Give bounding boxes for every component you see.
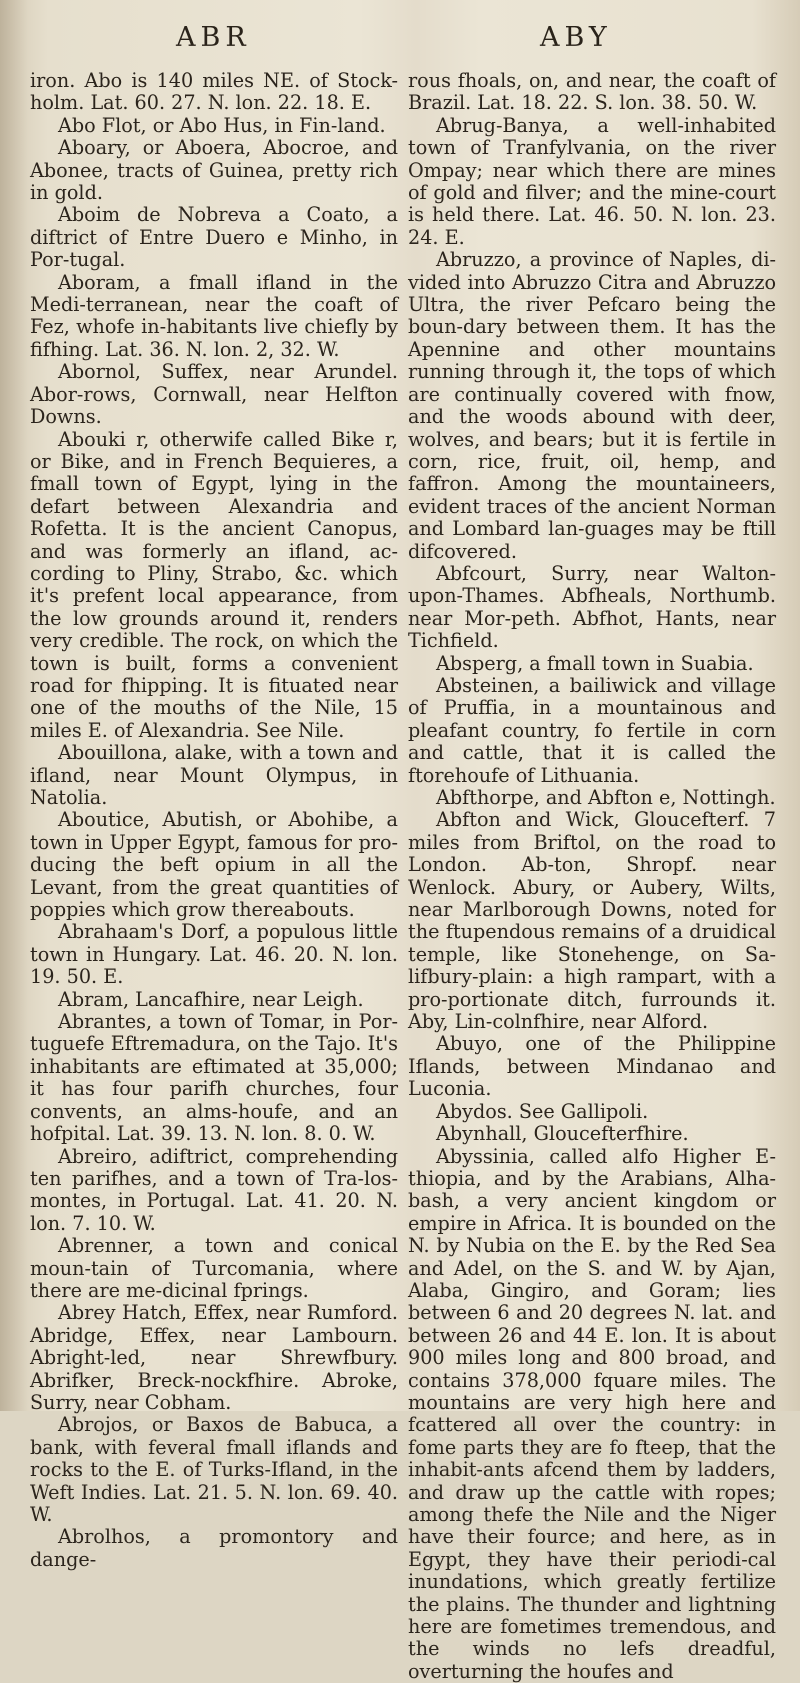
entry: Aboutice, Abutish, or Abohibe, a town in Upper Egypt, famous for pro-ducing the beft opium in all the Levant, from the great quantities of poppies which grow thereabouts. xyxy=(30,809,398,921)
entry: Abynhall, Gloucefterfhire. xyxy=(408,1123,776,1145)
entry: Abrenner, a town and conical moun-tain of Turcomania, where there are me-dicinal fprings. xyxy=(30,1235,398,1302)
entry: Abfcourt, Surry, near Walton-upon-Thames. Abfheals, Northumb. near Mor-peth. Abfhot, Hants, near Tichfield. xyxy=(408,563,776,653)
entry: Aboim de Nobreva a Coato, a diftrict of Entre Duero e Minho, in Por-tugal. xyxy=(30,204,398,271)
entry: Absteinen, a bailiwick and village of Pruffia, in a mountainous and pleafant country, fo fertile in corn and cattle, that it is called the ftorehoufe of Lithuania. xyxy=(408,675,776,787)
right-column xyxy=(408,70,776,1683)
entry: Abreiro, adiftrict, comprehending ten parifhes, and a town of Tra-los-montes, in Portugal. Lat. 41. 20. N. lon. 7. 10. W. xyxy=(30,1146,398,1236)
page-edge-shadow xyxy=(0,0,28,1411)
entry: Abruzzo, a province of Naples, di-vided into Abruzzo Citra and Abruzzo Ultra, the river Pefcaro being the boun-dary between them. It has the Apennine and other mountains running through it, the tops of which are continually covered with fnow, and the woods abound with deer, wolves, and bears; but it is fertile in corn, rice, fruit, oil, hemp, and faffron. Among the mountaineers, evident traces of the ancient Norman and Lombard lan-guages may be ftill difcovered. xyxy=(408,249,776,563)
entry: Abfthorpe, and Abfton e, Nottingh. xyxy=(408,787,776,809)
running-header-left: ABR xyxy=(176,22,251,53)
entry: iron. Abo is 140 miles NE. of Stock-holm. Lat. 60. 27. N. lon. 22. 18. E. xyxy=(30,70,398,115)
entry: Abrahaam's Dorf, a populous little town in Hungary. Lat. 46. 20. N. lon. 19. 50. E. xyxy=(30,921,398,988)
entry: Abornol, Suffex, near Arundel. Abor-rows, Cornwall, near Helfton Downs. xyxy=(30,361,398,428)
entry: Abrantes, a town of Tomar, in Por-tuguefe Eftremadura, on the Tajo. It's inhabitants are eftimated at 35,000; it has four parifh churches, four convents, an alms-houfe, and an hofpital. Lat. 39. 13. N. lon. 8. 0. W. xyxy=(30,1011,398,1145)
entry: Abrojos, or Baxos de Babuca, a bank, with feveral fmall iflands and rocks to the E. of Turks-Ifland, in the Weft Indies. Lat. 21. 5. N. lon. 69. 40. W. xyxy=(30,1414,398,1526)
entry: Abfton and Wick, Gloucefterf. 7 miles from Briftol, on the road to London. Ab-ton, Shropf. near Wenlock. Abury, or Aubery, Wilts, near Marlborough Downs, noted for the ftupendous remains of a druidical temple, like Stonehenge, on Sa-lifbury-plain: a high rampart, with a pro-portionate ditch, furrounds it. Aby, Lin-colnfhire, near Alford. xyxy=(408,809,776,1033)
entry: Abouillona, alake, with a town and ifland, near Mount Olympus, in Natolia. xyxy=(30,742,398,809)
entry: Aboram, a fmall ifland in the Medi-terranean, near the coaft of Fez, whofe in-habitants live chiefly by fifhing. Lat. 36. N. lon. 2, 32. W. xyxy=(30,272,398,362)
entry: Absperg, a fmall town in Suabia. xyxy=(408,653,776,675)
entry: Abrolhos, a promontory and dange- xyxy=(30,1526,398,1571)
running-header-right: ABY xyxy=(540,22,612,53)
entry: Abuyo, one of the Philippine Iflands, between Mindanao and Luconia. xyxy=(408,1033,776,1100)
entry: Abo Flot, or Abo Hus, in Fin-land. xyxy=(30,115,398,137)
entry: Abydos. See Gallipoli. xyxy=(408,1101,776,1123)
entry: rous fhoals, on, and near, the coaft of Brazil. Lat. 18. 22. S. lon. 38. 50. W. xyxy=(408,70,776,115)
entry: Abram, Lancafhire, near Leigh. xyxy=(30,989,398,1011)
entry: Abouki r, otherwife called Bike r, or Bike, and in French Bequieres, a fmall town of Egypt, lying in the defart between Alexandria and Rofetta. It is the ancient Canopus, and was formerly an ifland, ac-cording to Pliny, Strabo, &c. which it's prefent local appearance, from the low grounds around it, renders very credible. The rock, on which the town is built, forms a convenient road for fhipping. It is fituated near one of the mouths of the Nile, 15 miles E. of Alexandria. See Nile. xyxy=(30,429,398,743)
entry: Abyssinia, called alfo Higher E-thiopia, and by the Arabians, Alha-bash, a very ancient kingdom or empire in Africa. It is bounded on the N. by Nubia on the E. by the Red Sea and Adel, on the S. and W. by Ajan, Alaba, Gingiro, and Goram; lies between 6 and 20 degrees N. lat. and between 26 and 44 E. lon. It is about 900 miles long and 800 broad, and contains 378,000 fquare miles. The mountains are very high here and fcattered all over the country: in fome parts they are fo fteep, that the inhabit-ants afcend them by ladders, and draw up the cattle with ropes; among thefe the Nile and the Niger have their fource; and here, as in Egypt, they have their periodi-cal inundations, which greatly fertilize the plains. The thunder and lightning here are fometimes tremendous, and the winds no lefs dreadful, overturning the houfes and xyxy=(408,1146,776,1683)
left-column xyxy=(30,70,398,1571)
entry: Aboary, or Aboera, Abocroe, and Abonee, tracts of Guinea, pretty rich in gold. xyxy=(30,137,398,204)
entry: Abrey Hatch, Effex, near Rumford. Abridge, Effex, near Lambourn. Abright-led, near Shrewfbury. Abrifker, Breck-nockfhire. Abroke, Surry, near Cobham. xyxy=(30,1302,398,1414)
entry: Abrug-Banya, a well-inhabited town of Tranfylvania, on the river Ompay; near which there are mines of gold and filver; and the mine-court is held there. Lat. 46. 50. N. lon. 23. 24. E. xyxy=(408,115,776,249)
